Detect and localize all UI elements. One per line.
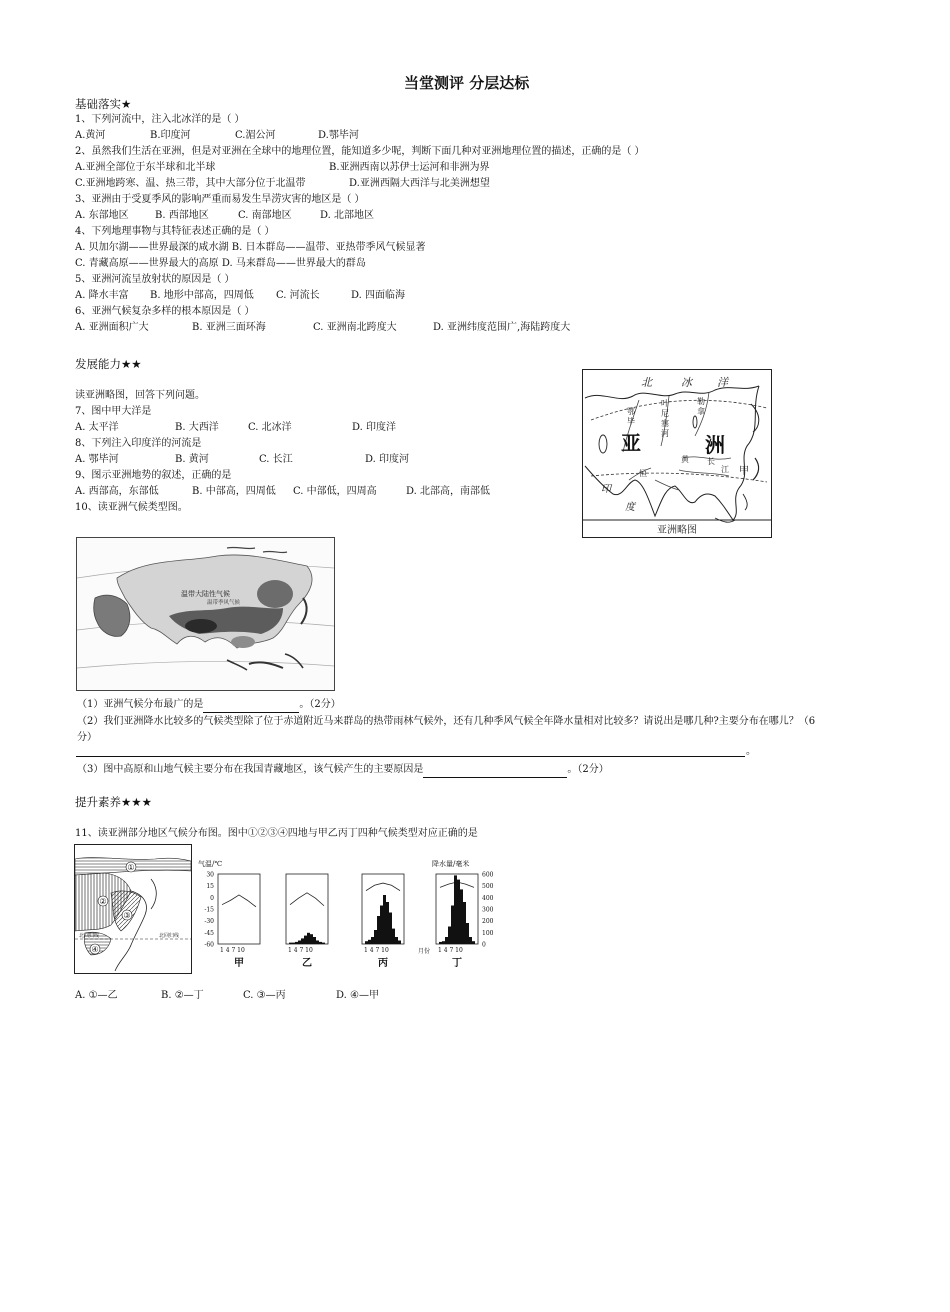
q10-part2-answer-line[interactable] xyxy=(76,756,745,757)
precip-tick: 100 xyxy=(482,929,494,937)
precip-tick: 600 xyxy=(482,871,494,879)
section-basic: 基础落实★ xyxy=(75,97,132,111)
precip-axis-label: 降水量/毫米 xyxy=(432,860,470,868)
precip-bar xyxy=(439,942,442,944)
precip-bar xyxy=(301,938,304,944)
svg-text:塞: 塞 xyxy=(661,419,669,428)
month-ticks: 1 4 7 10 xyxy=(438,947,463,954)
q7-option-c[interactable]: C. 北冰洋 xyxy=(248,422,292,433)
svg-text:恒: 恒 xyxy=(639,469,647,478)
q10-part1: （1）亚洲气候分布最广的是 。（2分） xyxy=(77,697,341,713)
precip-bar xyxy=(386,902,389,944)
q2-options-2 xyxy=(75,176,875,192)
svg-text:长: 长 xyxy=(707,457,715,466)
q3-option-d[interactable]: D. 北部地区 xyxy=(320,210,375,221)
precip-bar xyxy=(451,906,454,945)
precip-bar xyxy=(398,941,401,945)
q2-option-b[interactable]: B.亚洲西南以苏伊士运河和非洲为界 xyxy=(329,162,490,173)
precip-bar xyxy=(469,937,472,944)
precip-bar xyxy=(472,941,475,944)
precip-bar xyxy=(454,875,457,944)
q9-option-d[interactable]: D. 北部高，南部低 xyxy=(406,486,491,497)
section-improve: 提升素养★★★ xyxy=(75,795,152,809)
precip-bar xyxy=(392,929,395,944)
precip-tick: 400 xyxy=(482,894,494,902)
map-big-label-ya: 亚 xyxy=(621,431,641,455)
q11-options xyxy=(75,988,575,1004)
temp-tick: -30 xyxy=(204,918,214,926)
q1-option-a[interactable]: A.黄河 xyxy=(75,130,106,141)
q4-options-1[interactable]: A. 贝加尔湖——世界最深的咸水湖 B. 日本群岛——温带、亚热带季风气候显著 xyxy=(75,242,426,253)
temperature-curve xyxy=(366,883,400,891)
month-unit-label: 月份 xyxy=(418,948,431,955)
page-title: 当堂测评 分层达标 xyxy=(404,74,530,92)
map-label-yang: 洋 xyxy=(717,376,728,389)
svg-text:河: 河 xyxy=(661,429,669,438)
q8-option-d[interactable]: D. 印度河 xyxy=(365,454,410,465)
precip-bar xyxy=(389,913,392,945)
asia-map-caption: 亚洲略图 xyxy=(657,525,697,536)
climate-chart-frame xyxy=(218,874,260,944)
q11-option-d[interactable]: D. ④—甲 xyxy=(336,990,379,1001)
q5-stem: 5、亚洲河流呈放射状的原因是（ ） xyxy=(75,274,235,285)
q2-option-a[interactable]: A.亚洲全部位于东半球和北半球 xyxy=(75,162,216,173)
svg-text:鄂: 鄂 xyxy=(627,407,635,416)
q6-option-d[interactable]: D. 亚洲纬度范围广,海陆跨度大 xyxy=(433,322,571,333)
svg-text:印: 印 xyxy=(601,484,611,495)
q9-option-b[interactable]: B. 中部高，四周低 xyxy=(192,486,276,497)
q1-option-d[interactable]: D.鄂毕河 xyxy=(318,130,359,141)
q6-option-a[interactable]: A. 亚洲面积广大 xyxy=(75,322,149,333)
svg-text:拿: 拿 xyxy=(697,407,705,416)
precip-bar xyxy=(310,934,313,944)
precip-bar xyxy=(395,937,398,944)
month-ticks: 1 4 7 10 xyxy=(288,947,313,954)
q3-option-b[interactable]: B. 西部地区 xyxy=(155,210,209,221)
precip-tick: 500 xyxy=(482,883,494,891)
precip-bar xyxy=(380,906,383,945)
q2-option-d[interactable]: D.亚洲西隔大西洋与北美洲想望 xyxy=(349,178,490,189)
month-ticks: 1 4 7 10 xyxy=(220,947,245,954)
climate-chart-name: 乙 xyxy=(302,958,312,969)
precip-bar xyxy=(316,941,319,945)
svg-text:叶: 叶 xyxy=(661,399,669,408)
q10-stem: 10、读亚洲气候类型图。 xyxy=(75,502,188,513)
svg-text:勒: 勒 xyxy=(697,397,705,406)
temp-axis-label: 气温/℃ xyxy=(198,860,223,868)
q6-stem: 6、亚洲气候复杂多样的根本原因是（ ） xyxy=(75,306,255,317)
q2-stem: 2、虽然我们生活在亚洲，但是对亚洲在全球中的地理位置，能知道多少呢，判断下面几种对亚洲地理位置的描述，正确的是（ ） xyxy=(75,146,645,157)
q7-option-b[interactable]: B. 大西洋 xyxy=(175,422,219,433)
temp-tick: -45 xyxy=(204,929,214,937)
q4-options-2[interactable]: C. 青藏高原——世界最大的高原 D. 马来群岛——世界最大的群岛 xyxy=(75,258,366,269)
tropic-label-2: 北回归线 xyxy=(159,933,180,939)
q11-climate-region-map xyxy=(74,844,192,974)
precip-bar xyxy=(289,943,292,944)
q9-stem: 9、图示亚洲地势的叙述，正确的是 xyxy=(75,470,232,481)
precip-bar xyxy=(304,936,307,944)
precip-bar xyxy=(448,927,451,945)
map-label-bing: 冰 xyxy=(681,376,692,389)
q10-part3-blank[interactable] xyxy=(423,766,567,778)
q2-options-1 xyxy=(75,160,875,176)
precip-bar xyxy=(377,916,380,944)
climate-map-label-2: 温带季风气候 xyxy=(207,600,241,606)
precip-tick: 200 xyxy=(482,918,494,926)
asia-climate-map xyxy=(76,537,335,691)
q3-options xyxy=(75,208,875,224)
q10-part3: （3）图中高原和山地气候主要分布在我国青藏地区，该气候产生的主要原因是 。（2分） xyxy=(77,762,609,778)
section-develop: 发展能力★★ xyxy=(75,357,142,371)
map-label-bei: 北 xyxy=(641,376,652,389)
precip-bar xyxy=(365,941,368,944)
q4-stem: 4、下列地理事物与其特征表述正确的是（ ） xyxy=(75,226,275,237)
q8-options xyxy=(75,452,575,468)
q5-option-d[interactable]: D. 四面临海 xyxy=(351,290,406,301)
precip-bar xyxy=(322,943,325,944)
q1-option-b[interactable]: B.印度河 xyxy=(150,130,191,141)
q8-option-a[interactable]: A. 鄂毕河 xyxy=(75,454,119,465)
q11-option-c[interactable]: C. ③—丙 xyxy=(243,990,286,1001)
q7-option-a[interactable]: A. 太平洋 xyxy=(75,422,119,433)
asia-sketch-map xyxy=(582,369,772,538)
q7-option-d[interactable]: D. 印度洋 xyxy=(352,422,397,433)
q5-option-b[interactable]: B. 地形中部高，四周低 xyxy=(150,290,254,301)
precip-bar xyxy=(442,941,445,944)
q8-option-b[interactable]: B. 黄河 xyxy=(175,454,209,465)
month-ticks: 1 4 7 10 xyxy=(364,947,389,954)
temp-tick: 15 xyxy=(206,883,214,891)
precip-bar xyxy=(374,930,377,944)
q11-option-a[interactable]: A. ①—乙 xyxy=(75,990,118,1001)
marker-3: ③ xyxy=(123,911,131,920)
tropic-label-1: 北回归线 xyxy=(79,933,100,939)
svg-text:黄: 黄 xyxy=(681,455,689,464)
precip-tick: 0 xyxy=(482,941,486,949)
precip-bar xyxy=(460,889,463,944)
precip-bar xyxy=(383,895,386,944)
q11-option-b[interactable]: B. ②—丁 xyxy=(161,990,204,1001)
q7-stem: 7、图中甲大洋是 xyxy=(75,406,152,417)
q5-option-c[interactable]: C. 河流长 xyxy=(276,290,320,301)
q10-part2-end: 。 xyxy=(746,746,756,757)
marker-4: ④ xyxy=(91,945,99,954)
precip-tick: 300 xyxy=(482,906,494,914)
q3-stem: 3、亚洲由于受夏季风的影响严重而易发生旱涝灾害的地区是（ ） xyxy=(75,194,365,205)
precip-bar xyxy=(319,942,322,944)
precip-bar xyxy=(368,940,371,944)
climate-map-label-1: 温带大陆性气候 xyxy=(181,590,230,598)
precip-bar xyxy=(457,880,460,944)
map-label-jia: 甲 xyxy=(739,466,749,477)
precip-bar xyxy=(466,923,469,944)
q8-stem: 8、下列注入印度洋的河流是 xyxy=(75,438,202,449)
temp-tick: -60 xyxy=(204,941,214,949)
q6-option-b[interactable]: B. 亚洲三面环海 xyxy=(192,322,266,333)
svg-text:度: 度 xyxy=(625,502,635,513)
climate-chart-name: 丙 xyxy=(378,958,388,969)
q1-options xyxy=(75,128,875,144)
marker-2: ② xyxy=(99,897,107,906)
q2-option-c[interactable]: C.亚洲地跨寒、温、热三带，其中大部分位于北温带 xyxy=(75,178,306,189)
precip-bar xyxy=(313,937,316,944)
read-instruction: 读亚洲略图，回答下列问题。 xyxy=(75,390,205,401)
precip-bar xyxy=(295,942,298,944)
precip-bar xyxy=(292,943,295,944)
svg-text:尼: 尼 xyxy=(661,409,669,418)
marker-1: ① xyxy=(127,863,135,872)
precip-bar xyxy=(463,902,466,944)
climate-chart-name: 丁 xyxy=(452,958,462,969)
q9-option-a[interactable]: A. 西部高，东部低 xyxy=(75,486,159,497)
temperature-curve xyxy=(290,893,324,906)
q7-options xyxy=(75,420,575,436)
q10-part2: （2）我们亚洲降水比较多的气候类型除了位于赤道附近马来群岛的热带雨林气候外，还有几种季风气候全年降水量相对比较多？请说出是哪几种?主要分布在哪儿？（6 xyxy=(77,716,816,727)
precip-bar xyxy=(307,933,310,944)
q1-option-c[interactable]: C.湄公河 xyxy=(235,130,276,141)
temp-tick: 0 xyxy=(210,894,214,902)
precip-bar xyxy=(371,937,374,944)
climate-chart-name: 甲 xyxy=(234,958,244,969)
q3-option-c[interactable]: C. 南部地区 xyxy=(238,210,292,221)
q3-option-a[interactable]: A. 东部地区 xyxy=(75,210,129,221)
q5-options xyxy=(75,288,875,304)
q10-part2-cont: 分） xyxy=(77,732,97,743)
q10-part1-blank[interactable] xyxy=(203,701,299,713)
map-big-label-zhou: 洲 xyxy=(705,433,725,457)
q9-options xyxy=(75,484,575,500)
precip-bar xyxy=(445,937,448,944)
q11-stem: 11、读亚洲部分地区气候分布图。图中①②③④四地与甲乙丙丁四种气候类型对应正确的是 xyxy=(75,828,478,839)
temp-tick: 30 xyxy=(206,871,214,879)
q6-options xyxy=(75,320,875,336)
svg-text:毕: 毕 xyxy=(627,417,635,426)
q5-option-a[interactable]: A. 降水丰富 xyxy=(75,290,129,301)
q9-option-c[interactable]: C. 中部低，四周高 xyxy=(293,486,377,497)
climate-charts-svg xyxy=(196,856,496,974)
q8-option-c[interactable]: C. 长江 xyxy=(259,454,293,465)
q11-climate-charts xyxy=(196,856,496,974)
svg-text:江: 江 xyxy=(721,465,729,474)
q6-option-c[interactable]: C. 亚洲南北跨度大 xyxy=(313,322,397,333)
temperature-curve xyxy=(222,895,256,907)
q1-stem: 1、下列河流中，注入北冰洋的是（ ） xyxy=(75,114,245,125)
precip-bar xyxy=(298,941,301,945)
temp-tick: -15 xyxy=(204,906,214,914)
